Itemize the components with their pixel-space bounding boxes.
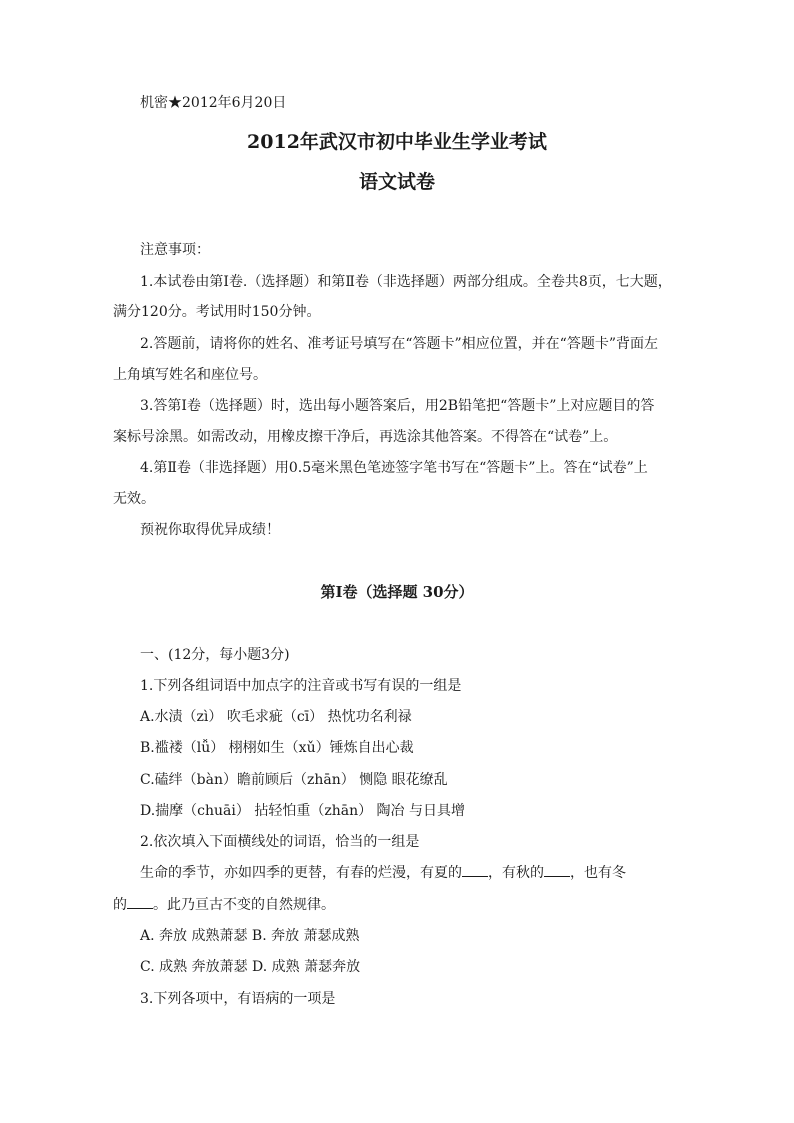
passage-text-2: ，有秋的	[488, 865, 544, 881]
passage-text-3: ，也有冬	[570, 865, 626, 881]
notice-item-4-line-2: 无效。	[113, 491, 155, 507]
question-2-stem: 2.依次填入下面横线处的词语，恰当的一组是	[140, 834, 420, 850]
question-1-option-b: B.褴褛（lǚ） 栩栩如生（xǔ）锤炼自出心裁	[140, 740, 414, 756]
question-1-stem: 1.下列各组词语中加点字的注音或书写有误的一组是	[140, 678, 462, 694]
question-2-options-cd: C. 成熟 奔放萧瑟 D. 成熟 萧瑟奔放	[140, 959, 361, 975]
passage-text-5: 。此乃亘古不变的自然规律。	[153, 897, 335, 913]
question-3-stem: 3.下列各项中，有语病的一项是	[140, 991, 336, 1007]
question-1-option-d: D.揣摩（chuāi） 拈轻怕重（zhān） 陶冶 与日具增	[140, 803, 465, 819]
notice-item-3-line-1: 3.答第Ⅰ卷（选择题）时，选出每小题答案后，用2B铅笔把“答题卡”上对应题目的答	[140, 398, 655, 414]
notice-heading: 注意事项：	[140, 242, 210, 258]
notice-item-1-line-2: 满分120分。考试用时150分钟。	[113, 304, 321, 320]
notice-item-1-line-1: 1.本试卷由第Ⅰ卷.（选择题）和第Ⅱ卷（非选择题）两部分组成。全卷共8页，七大题，	[140, 274, 672, 290]
good-luck-wish: 预祝你取得优异成绩！	[140, 522, 280, 538]
paper-subtitle: 语文试卷	[358, 171, 435, 193]
question-1-option-c: C.磕绊（bàn）瞻前顾后（zhān） 恻隐 眼花缭乱	[140, 772, 448, 788]
question-2-options-ab: A. 奔放 成熟萧瑟 B. 奔放 萧瑟成熟	[140, 928, 360, 944]
notice-item-2-line-2: 上角填写姓名和座位号。	[113, 367, 267, 383]
notice-item-3-line-2: 案标号涂黑。如需改动，用橡皮擦干净后，再选涂其他答案。不得答在“试卷”上。	[113, 429, 618, 445]
fill-blank-1	[462, 864, 488, 877]
fill-blank-3	[127, 896, 153, 909]
part-heading: 一、(12分，每小题3分)	[140, 647, 290, 663]
question-1-option-a: A.水渍（zì） 吹毛求疵（cī） 热忱功名利禄	[140, 709, 412, 725]
notice-item-2-line-1: 2.答题前，请将你的姓名、准考证号填写在“答题卡”相应位置，并在“答题卡”背面左	[140, 336, 658, 352]
fill-blank-2	[544, 864, 570, 877]
section-title: 第Ⅰ卷（选择题 30分）	[320, 583, 474, 601]
passage-text-4: 的	[113, 897, 127, 913]
notice-item-4-line-1: 4.第Ⅱ卷（非选择题）用0.5毫米黑色笔迹签字笔书写在“答题卡”上。答在“试卷”上	[140, 460, 648, 476]
question-2-passage-line-2	[113, 896, 335, 914]
exam-title: 2012年武汉市初中毕业生学业考试	[247, 131, 547, 153]
question-2-passage-line-1	[140, 864, 626, 882]
passage-text-1: 生命的季节，亦如四季的更替，有春的烂漫，有夏的	[140, 865, 462, 881]
secrecy-label: 机密★2012年6月20日	[140, 95, 287, 111]
